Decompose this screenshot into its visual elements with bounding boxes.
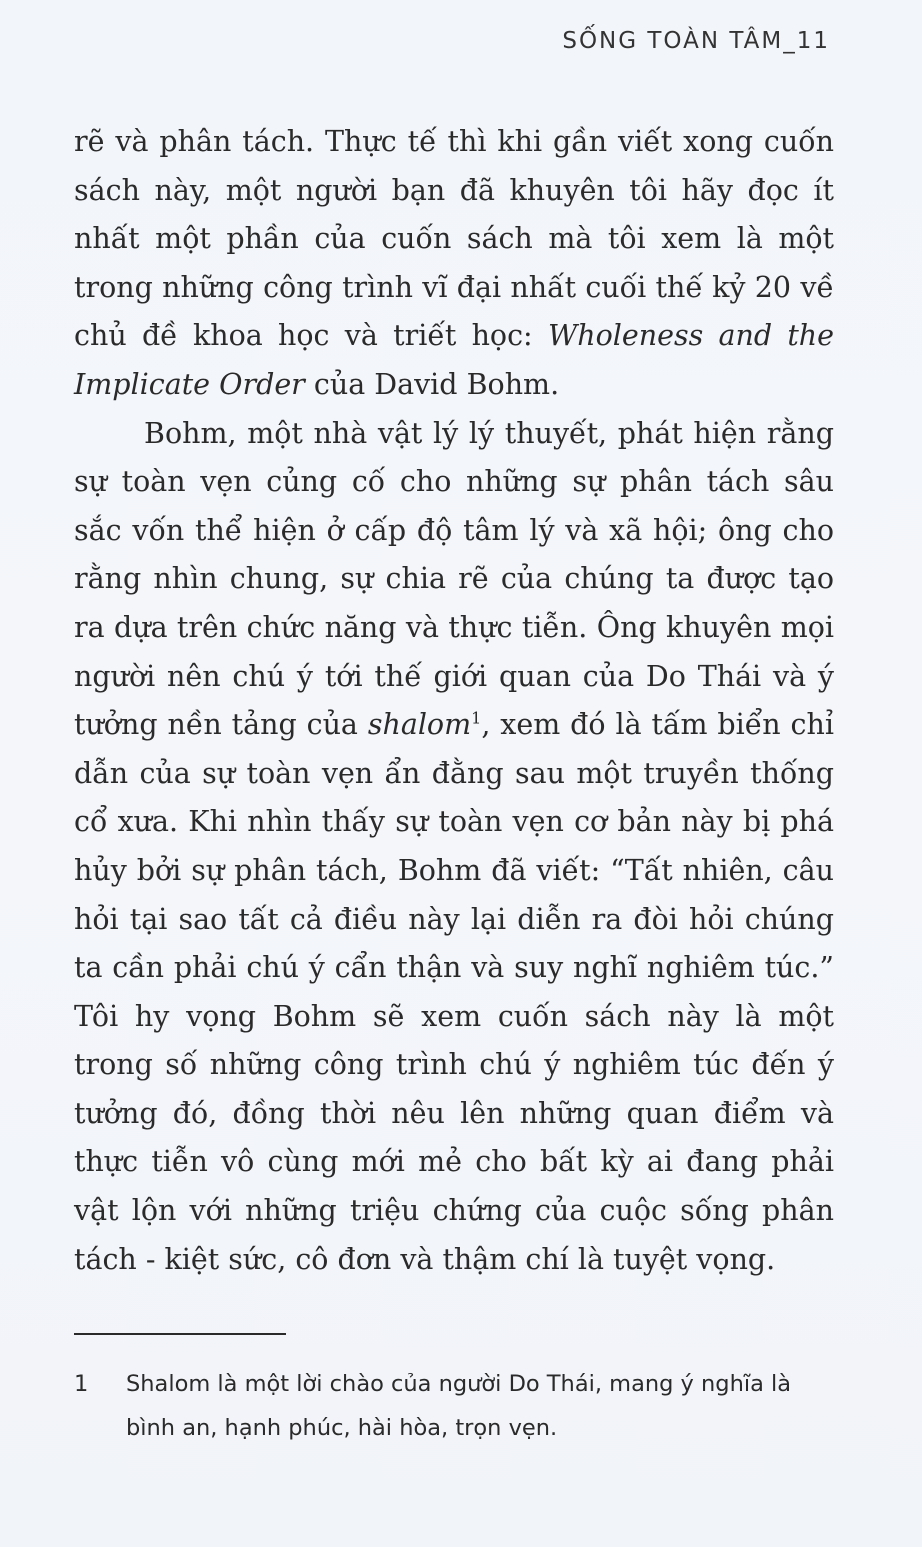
paragraph-1-text-b: của David Bohm.	[304, 367, 560, 401]
shalom-term: shalom	[367, 708, 472, 742]
footnote-number: 1	[74, 1371, 89, 1397]
paragraph-2	[74, 410, 834, 1285]
footnote-text: Shalom là một lời chào của người Do Thái, mang ý nghĩa là bình an, hạnh phúc, hài hòa, trọn vẹn.	[126, 1371, 792, 1441]
paragraph-2-text-b: , xem đó là tấm biển chỉ dẫn của sự toàn vẹn ẩn đằng sau một truyền thống cổ xưa. Khi nhìn thấy sự toàn vẹn cơ bản này bị phá hủy bởi sự phân tách, Bohm đã viết: “Tất nhiên, câu hỏi tại sao tất cả điều này lại diễn ra đòi hỏi chúng ta cần phải chú ý cẩn thận và suy nghĩ nghiêm túc.” Tôi hy vọng Bohm sẽ xem cuốn sách này là một trong số những công trình chú ý nghiêm túc đến ý tưởng đó, đồng thời nêu lên những quan điểm và thực tiễn vô cùng mới mẻ cho bất kỳ ai đang phải vật lộn với những triệu chứng của cuộc sống phân tách - kiệt sức, cô đơn và thậm chí là tuyệt vọng.	[74, 708, 834, 1276]
body-text	[74, 118, 834, 1284]
paragraph-1	[74, 118, 834, 410]
paragraph-1-text-a: rẽ và phân tách. Thực tế thì khi gần viết xong cuốn sách này, một người bạn đã khuyên tôi hãy đọc ít nhất một phần của cuốn sách mà tôi xem là một trong những công trình vĩ đại nhất cuối thế kỷ 20 về chủ đề khoa học và triết học:	[74, 125, 834, 353]
running-head: SỐNG TOÀN TÂM_11	[562, 28, 830, 54]
footnote-marker: 1	[471, 708, 482, 728]
footnote	[74, 1362, 834, 1450]
footnote-divider	[74, 1333, 286, 1335]
paragraph-2-text-a: Bohm, một nhà vật lý lý thuyết, phát hiện rằng sự toàn vẹn củng cố cho những sự phân tách sâu sắc vốn thể hiện ở cấp độ tâm lý và xã hội; ông cho rằng nhìn chung, sự chia rẽ của chúng ta được tạo ra dựa trên chức năng và thực tiễn. Ông khuyên mọi người nên chú ý tới thế giới quan của Do Thái và ý tưởng nền tảng của	[74, 416, 834, 742]
book-title: Wholeness and the Implicate Order	[74, 319, 834, 401]
